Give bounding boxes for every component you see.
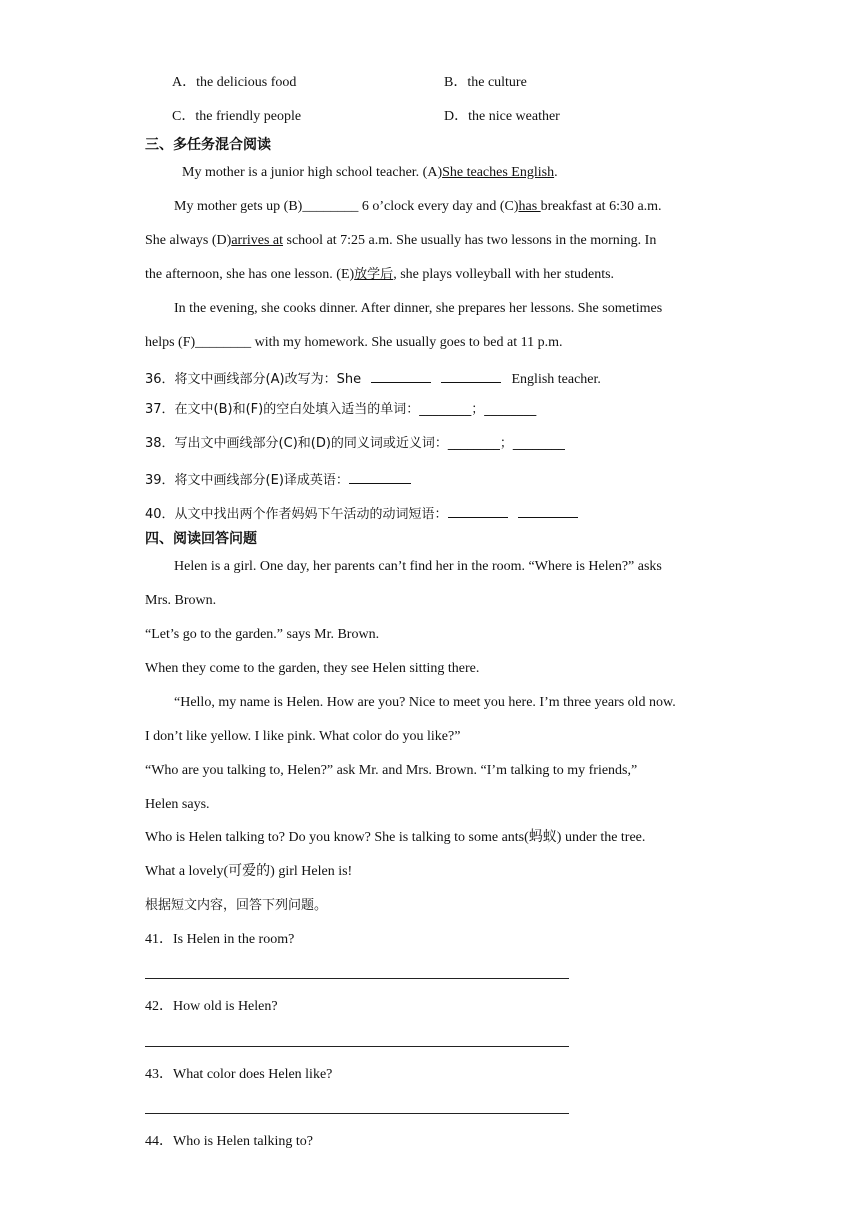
text: My mother gets up (B)________ 6 o’clock every day and (C) bbox=[174, 199, 519, 214]
passage4-line6: I don’t like yellow. I like pink. What color do you like?” bbox=[145, 729, 461, 744]
text: . bbox=[554, 165, 558, 180]
answer-blank[interactable] bbox=[518, 503, 578, 518]
passage4-line9: Who is Helen talking to? Do you know? She is talking to some ants(蚂蚁) under the tree. bbox=[145, 830, 646, 845]
option-a: A．the delicious food bbox=[172, 75, 297, 90]
question-38: 38．写出文中画线部分(C)和(D)的同义词或近义词：________；________ bbox=[145, 436, 565, 451]
answer-blank[interactable] bbox=[441, 368, 501, 383]
question-36 bbox=[145, 368, 601, 389]
passage4-line5: “Hello, my name is Helen. How are you? Nice to meet you here. I’m three years old now. bbox=[174, 695, 676, 710]
answer-blank[interactable] bbox=[448, 503, 508, 518]
question-42: 42．How old is Helen? bbox=[145, 999, 278, 1014]
passage3-line1 bbox=[182, 164, 558, 182]
passage4-line8: Helen says. bbox=[145, 797, 210, 812]
underlined-d: arrives at bbox=[231, 233, 284, 248]
text: breakfast at 6:30 a.m. bbox=[540, 199, 662, 214]
question-43: 43．What color does Helen like? bbox=[145, 1067, 333, 1082]
passage4-line10: What a lovely(可爱的) girl Helen is! bbox=[145, 864, 353, 879]
answer-line[interactable] bbox=[145, 1113, 569, 1114]
text: 40．从文中找出两个作者妈妈下午活动的动词短语： bbox=[145, 507, 448, 522]
underlined-e: 放学后 bbox=[354, 267, 394, 282]
question-44: 44．Who is Helen talking to? bbox=[145, 1134, 313, 1149]
passage4-line1: Helen is a girl. One day, her parents can’t find her in the room. “Where is Helen?” asks bbox=[174, 559, 662, 574]
passage4-line4: When they come to the garden, they see Helen sitting there. bbox=[145, 661, 480, 676]
question-39 bbox=[145, 469, 411, 490]
underlined-a: She teaches English bbox=[442, 165, 555, 180]
answer-line[interactable] bbox=[145, 978, 569, 979]
question-40 bbox=[145, 503, 578, 524]
text: 39．将文中画线部分(E)译成英语： bbox=[145, 473, 349, 488]
text: She always (D) bbox=[145, 233, 232, 248]
passage4-line7: “Who are you talking to, Helen?” ask Mr. and Mrs. Brown. “I’m talking to my friends,” bbox=[145, 763, 638, 778]
text: the afternoon, she has one lesson. (E) bbox=[145, 267, 355, 282]
option-b: B．the culture bbox=[444, 75, 527, 90]
passage3-line6: helps (F)________ with my homework. She usually goes to bed at 11 p.m. bbox=[145, 335, 563, 350]
question-41: 41．Is Helen in the room? bbox=[145, 932, 295, 947]
passage3-line3 bbox=[145, 232, 656, 250]
passage3-line4 bbox=[145, 266, 614, 284]
passage4-line2: Mrs. Brown. bbox=[145, 593, 217, 608]
instruction: 根据短文内容，回答下列问题。 bbox=[145, 898, 328, 913]
option-d: D．the nice weather bbox=[444, 109, 560, 124]
text: 36．将文中画线部分(A)改写为：She bbox=[145, 372, 362, 387]
section4-heading: 四、阅读回答问题 bbox=[145, 531, 257, 547]
passage3-line5: In the evening, she cooks dinner. After dinner, she prepares her lessons. She sometimes bbox=[174, 301, 663, 316]
answer-blank[interactable] bbox=[371, 368, 431, 383]
underlined-c: has bbox=[518, 199, 541, 214]
passage3-line2 bbox=[174, 198, 662, 216]
passage4-line3: “Let’s go to the garden.” says Mr. Brown. bbox=[145, 627, 380, 642]
answer-blank[interactable] bbox=[349, 469, 411, 484]
section3-heading: 三、多任务混合阅读 bbox=[145, 137, 271, 153]
answer-line[interactable] bbox=[145, 1046, 569, 1047]
text: English teacher. bbox=[511, 372, 601, 387]
text: , she plays volleyball with her students. bbox=[393, 267, 615, 282]
text: My mother is a junior high school teacher. (A) bbox=[182, 165, 443, 180]
option-c: C．the friendly people bbox=[172, 109, 302, 124]
question-37: 37．在文中(B)和(F)的空白处填入适当的单词：________；________ bbox=[145, 402, 537, 417]
text: school at 7:25 a.m. She usually has two lessons in the morning. In bbox=[283, 233, 657, 248]
